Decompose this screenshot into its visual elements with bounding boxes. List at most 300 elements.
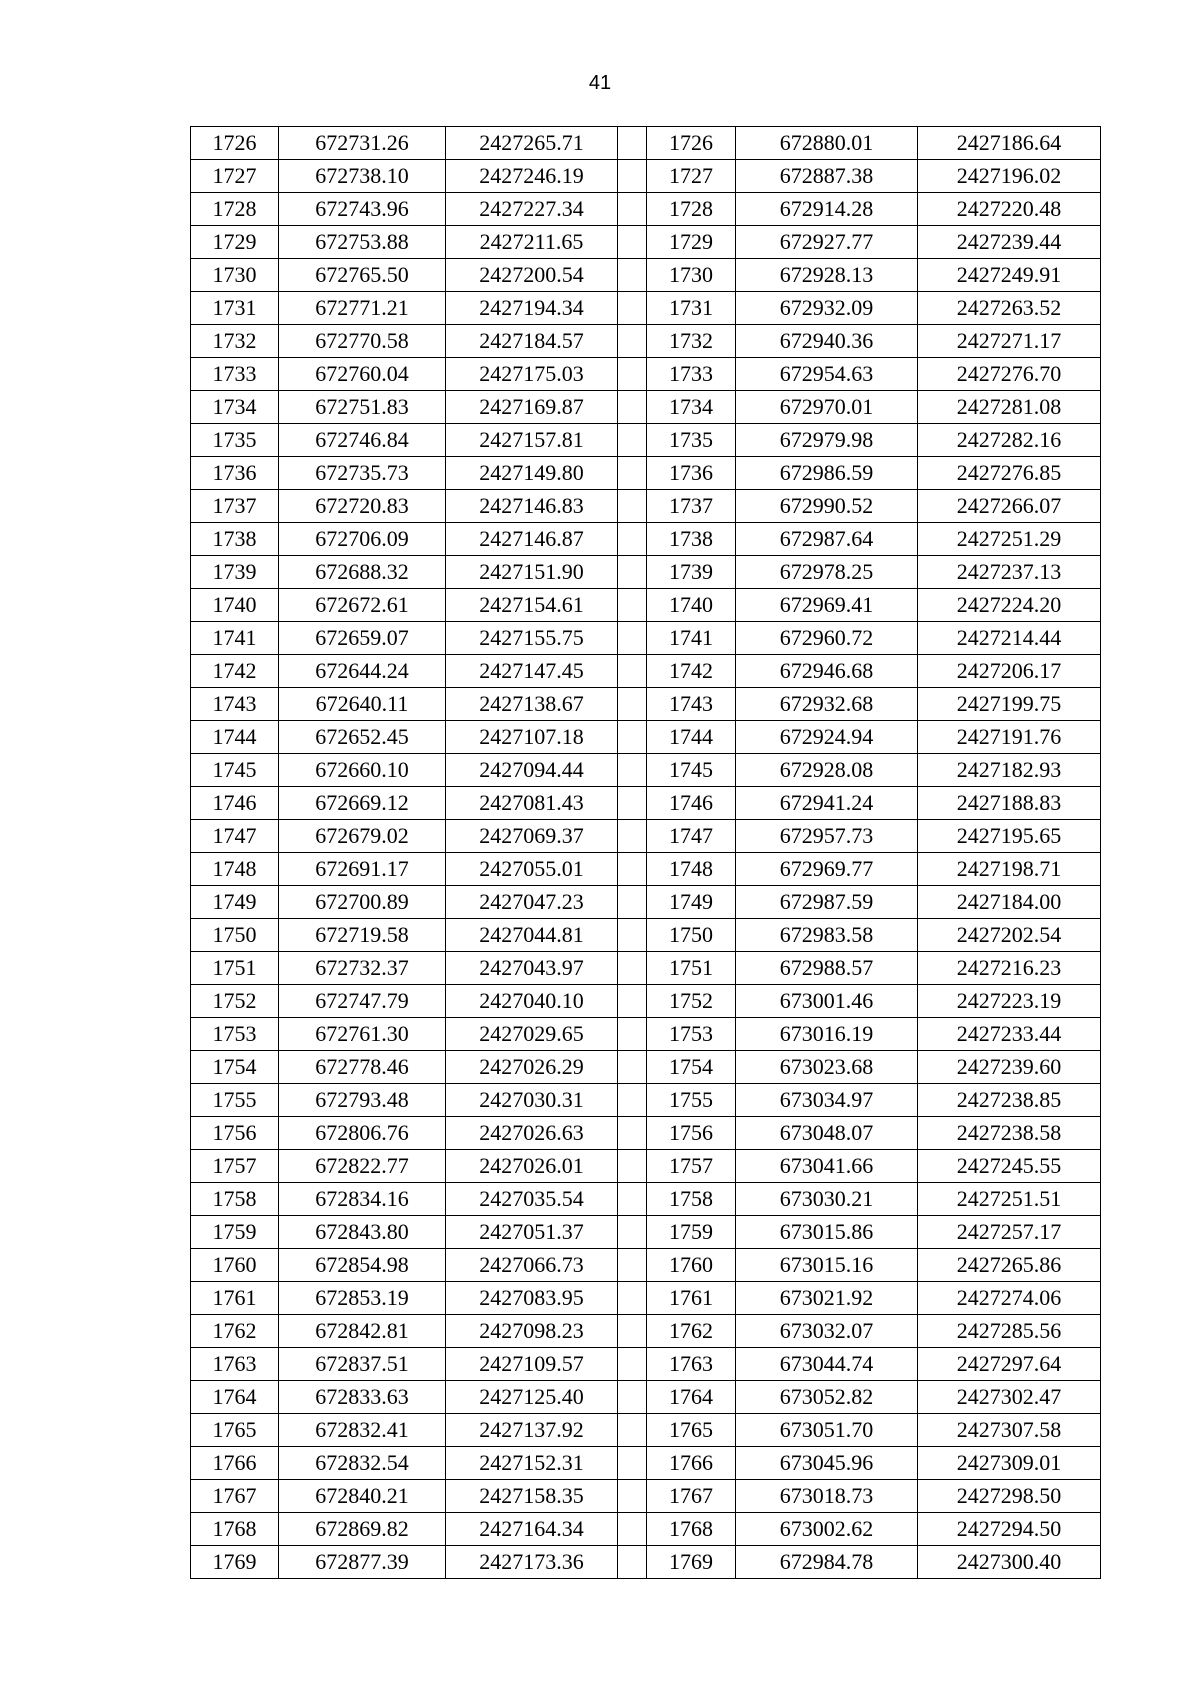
- table-row: [191, 325, 1101, 358]
- spacer-cell: [618, 853, 647, 886]
- x-coordinate-right-cell: 672988.57: [736, 952, 918, 985]
- point-id-right-cell: 1756: [647, 1117, 736, 1150]
- table-row: [191, 391, 1101, 424]
- y-coordinate-right-cell: 2427265.86: [918, 1249, 1101, 1282]
- point-id-left-cell: 1737: [191, 490, 279, 523]
- point-id-right-cell: 1740: [647, 589, 736, 622]
- x-coordinate-right-cell: 672987.59: [736, 886, 918, 919]
- y-coordinate-right-cell: 2427302.47: [918, 1381, 1101, 1414]
- x-coordinate-left-cell: 672732.37: [279, 952, 446, 985]
- x-coordinate-right-cell: 672970.01: [736, 391, 918, 424]
- point-id-left-cell: 1766: [191, 1447, 279, 1480]
- x-coordinate-right-cell: 672983.58: [736, 919, 918, 952]
- y-coordinate-right-cell: 2427249.91: [918, 259, 1101, 292]
- spacer-cell: [618, 886, 647, 919]
- table-row: [191, 1513, 1101, 1546]
- table-row: [191, 1150, 1101, 1183]
- table-row: [191, 556, 1101, 589]
- point-id-right-cell: 1754: [647, 1051, 736, 1084]
- spacer-cell: [618, 1414, 647, 1447]
- x-coordinate-right-cell: 673048.07: [736, 1117, 918, 1150]
- y-coordinate-right-cell: 2427271.17: [918, 325, 1101, 358]
- spacer-cell: [618, 1447, 647, 1480]
- y-coordinate-right-cell: 2427214.44: [918, 622, 1101, 655]
- table-row: [191, 1282, 1101, 1315]
- y-coordinate-right-cell: 2427186.64: [918, 127, 1101, 160]
- point-id-left-cell: 1764: [191, 1381, 279, 1414]
- x-coordinate-right-cell: 673034.97: [736, 1084, 918, 1117]
- x-coordinate-right-cell: 672940.36: [736, 325, 918, 358]
- x-coordinate-left-cell: 672669.12: [279, 787, 446, 820]
- y-coordinate-left-cell: 2427149.80: [446, 457, 618, 490]
- table-row: [191, 919, 1101, 952]
- point-id-left-cell: 1769: [191, 1546, 279, 1579]
- x-coordinate-left-cell: 672761.30: [279, 1018, 446, 1051]
- point-id-left-cell: 1758: [191, 1183, 279, 1216]
- spacer-cell: [618, 1546, 647, 1579]
- spacer-cell: [618, 259, 647, 292]
- spacer-cell: [618, 457, 647, 490]
- point-id-right-cell: 1753: [647, 1018, 736, 1051]
- y-coordinate-left-cell: 2427125.40: [446, 1381, 618, 1414]
- y-coordinate-right-cell: 2427233.44: [918, 1018, 1101, 1051]
- x-coordinate-right-cell: 673044.74: [736, 1348, 918, 1381]
- x-coordinate-right-cell: 673041.66: [736, 1150, 918, 1183]
- table-row: [191, 127, 1101, 160]
- point-id-right-cell: 1737: [647, 490, 736, 523]
- table-row: [191, 622, 1101, 655]
- spacer-cell: [618, 721, 647, 754]
- point-id-right-cell: 1757: [647, 1150, 736, 1183]
- spacer-cell: [618, 1150, 647, 1183]
- x-coordinate-left-cell: 672735.73: [279, 457, 446, 490]
- spacer-cell: [618, 358, 647, 391]
- table-row: [191, 358, 1101, 391]
- y-coordinate-left-cell: 2427152.31: [446, 1447, 618, 1480]
- table-row: [191, 853, 1101, 886]
- coordinates-table: [190, 126, 1101, 1579]
- x-coordinate-left-cell: 672833.63: [279, 1381, 446, 1414]
- x-coordinate-left-cell: 672644.24: [279, 655, 446, 688]
- x-coordinate-right-cell: 672932.68: [736, 688, 918, 721]
- table-row: [191, 721, 1101, 754]
- point-id-right-cell: 1749: [647, 886, 736, 919]
- x-coordinate-right-cell: 672887.38: [736, 160, 918, 193]
- x-coordinate-left-cell: 672688.32: [279, 556, 446, 589]
- y-coordinate-left-cell: 2427211.65: [446, 226, 618, 259]
- x-coordinate-left-cell: 672806.76: [279, 1117, 446, 1150]
- x-coordinate-right-cell: 672969.77: [736, 853, 918, 886]
- y-coordinate-right-cell: 2427276.85: [918, 457, 1101, 490]
- point-id-left-cell: 1729: [191, 226, 279, 259]
- y-coordinate-right-cell: 2427309.01: [918, 1447, 1101, 1480]
- x-coordinate-right-cell: 672914.28: [736, 193, 918, 226]
- point-id-right-cell: 1736: [647, 457, 736, 490]
- y-coordinate-right-cell: 2427281.08: [918, 391, 1101, 424]
- x-coordinate-right-cell: 672978.25: [736, 556, 918, 589]
- x-coordinate-right-cell: 672941.24: [736, 787, 918, 820]
- y-coordinate-left-cell: 2427200.54: [446, 259, 618, 292]
- y-coordinate-right-cell: 2427285.56: [918, 1315, 1101, 1348]
- y-coordinate-left-cell: 2427147.45: [446, 655, 618, 688]
- point-id-left-cell: 1759: [191, 1216, 279, 1249]
- spacer-cell: [618, 952, 647, 985]
- spacer-cell: [618, 1216, 647, 1249]
- y-coordinate-left-cell: 2427107.18: [446, 721, 618, 754]
- point-id-left-cell: 1730: [191, 259, 279, 292]
- x-coordinate-right-cell: 672990.52: [736, 490, 918, 523]
- x-coordinate-right-cell: 672979.98: [736, 424, 918, 457]
- y-coordinate-right-cell: 2427206.17: [918, 655, 1101, 688]
- point-id-right-cell: 1768: [647, 1513, 736, 1546]
- y-coordinate-left-cell: 2427158.35: [446, 1480, 618, 1513]
- y-coordinate-right-cell: 2427263.52: [918, 292, 1101, 325]
- point-id-right-cell: 1760: [647, 1249, 736, 1282]
- y-coordinate-left-cell: 2427029.65: [446, 1018, 618, 1051]
- x-coordinate-left-cell: 672853.19: [279, 1282, 446, 1315]
- x-coordinate-right-cell: 673015.16: [736, 1249, 918, 1282]
- y-coordinate-left-cell: 2427055.01: [446, 853, 618, 886]
- table-row: [191, 424, 1101, 457]
- spacer-cell: [618, 754, 647, 787]
- y-coordinate-right-cell: 2427220.48: [918, 193, 1101, 226]
- x-coordinate-left-cell: 672751.83: [279, 391, 446, 424]
- table-row: [191, 1216, 1101, 1249]
- spacer-cell: [618, 523, 647, 556]
- y-coordinate-left-cell: 2427069.37: [446, 820, 618, 853]
- point-id-right-cell: 1744: [647, 721, 736, 754]
- x-coordinate-right-cell: 673030.21: [736, 1183, 918, 1216]
- x-coordinate-right-cell: 673032.07: [736, 1315, 918, 1348]
- x-coordinate-right-cell: 673051.70: [736, 1414, 918, 1447]
- point-id-left-cell: 1731: [191, 292, 279, 325]
- point-id-left-cell: 1741: [191, 622, 279, 655]
- spacer-cell: [618, 688, 647, 721]
- coordinates-table-body: [191, 127, 1101, 1579]
- x-coordinate-right-cell: 672880.01: [736, 127, 918, 160]
- y-coordinate-left-cell: 2427175.03: [446, 358, 618, 391]
- spacer-cell: [618, 787, 647, 820]
- table-row: [191, 1183, 1101, 1216]
- x-coordinate-right-cell: 673052.82: [736, 1381, 918, 1414]
- table-row: [191, 886, 1101, 919]
- y-coordinate-right-cell: 2427251.51: [918, 1183, 1101, 1216]
- y-coordinate-left-cell: 2427040.10: [446, 985, 618, 1018]
- point-id-right-cell: 1750: [647, 919, 736, 952]
- point-id-left-cell: 1750: [191, 919, 279, 952]
- x-coordinate-left-cell: 672793.48: [279, 1084, 446, 1117]
- y-coordinate-left-cell: 2427138.67: [446, 688, 618, 721]
- spacer-cell: [618, 424, 647, 457]
- spacer-cell: [618, 391, 647, 424]
- x-coordinate-right-cell: 673015.86: [736, 1216, 918, 1249]
- table-row: [191, 1084, 1101, 1117]
- x-coordinate-left-cell: 672700.89: [279, 886, 446, 919]
- y-coordinate-left-cell: 2427109.57: [446, 1348, 618, 1381]
- y-coordinate-left-cell: 2427155.75: [446, 622, 618, 655]
- y-coordinate-right-cell: 2427198.71: [918, 853, 1101, 886]
- point-id-right-cell: 1747: [647, 820, 736, 853]
- spacer-cell: [618, 490, 647, 523]
- x-coordinate-left-cell: 672738.10: [279, 160, 446, 193]
- y-coordinate-left-cell: 2427030.31: [446, 1084, 618, 1117]
- x-coordinate-right-cell: 672932.09: [736, 292, 918, 325]
- point-id-right-cell: 1743: [647, 688, 736, 721]
- y-coordinate-right-cell: 2427282.16: [918, 424, 1101, 457]
- y-coordinate-left-cell: 2427227.34: [446, 193, 618, 226]
- table-row: [191, 1381, 1101, 1414]
- table-row: [191, 523, 1101, 556]
- y-coordinate-left-cell: 2427026.29: [446, 1051, 618, 1084]
- point-id-left-cell: 1756: [191, 1117, 279, 1150]
- point-id-right-cell: 1731: [647, 292, 736, 325]
- point-id-right-cell: 1745: [647, 754, 736, 787]
- spacer-cell: [618, 1018, 647, 1051]
- point-id-right-cell: 1758: [647, 1183, 736, 1216]
- table-row: [191, 754, 1101, 787]
- y-coordinate-left-cell: 2427047.23: [446, 886, 618, 919]
- point-id-left-cell: 1727: [191, 160, 279, 193]
- x-coordinate-right-cell: 672960.72: [736, 622, 918, 655]
- x-coordinate-left-cell: 672854.98: [279, 1249, 446, 1282]
- x-coordinate-left-cell: 672659.07: [279, 622, 446, 655]
- spacer-cell: [618, 622, 647, 655]
- point-id-right-cell: 1730: [647, 259, 736, 292]
- table-row: [191, 1414, 1101, 1447]
- table-row: [191, 820, 1101, 853]
- point-id-left-cell: 1760: [191, 1249, 279, 1282]
- x-coordinate-right-cell: 672928.13: [736, 259, 918, 292]
- point-id-left-cell: 1743: [191, 688, 279, 721]
- point-id-right-cell: 1752: [647, 985, 736, 1018]
- spacer-cell: [618, 589, 647, 622]
- x-coordinate-left-cell: 672672.61: [279, 589, 446, 622]
- y-coordinate-left-cell: 2427246.19: [446, 160, 618, 193]
- point-id-left-cell: 1749: [191, 886, 279, 919]
- y-coordinate-left-cell: 2427083.95: [446, 1282, 618, 1315]
- point-id-right-cell: 1733: [647, 358, 736, 391]
- x-coordinate-left-cell: 672840.21: [279, 1480, 446, 1513]
- x-coordinate-right-cell: 672928.08: [736, 754, 918, 787]
- point-id-right-cell: 1767: [647, 1480, 736, 1513]
- x-coordinate-right-cell: 672986.59: [736, 457, 918, 490]
- y-coordinate-right-cell: 2427184.00: [918, 886, 1101, 919]
- y-coordinate-right-cell: 2427216.23: [918, 952, 1101, 985]
- x-coordinate-left-cell: 672731.26: [279, 127, 446, 160]
- x-coordinate-left-cell: 672770.58: [279, 325, 446, 358]
- spacer-cell: [618, 1513, 647, 1546]
- y-coordinate-right-cell: 2427251.29: [918, 523, 1101, 556]
- y-coordinate-right-cell: 2427307.58: [918, 1414, 1101, 1447]
- point-id-right-cell: 1765: [647, 1414, 736, 1447]
- spacer-cell: [618, 1480, 647, 1513]
- point-id-left-cell: 1765: [191, 1414, 279, 1447]
- y-coordinate-right-cell: 2427188.83: [918, 787, 1101, 820]
- spacer-cell: [618, 556, 647, 589]
- point-id-left-cell: 1747: [191, 820, 279, 853]
- spacer-cell: [618, 1315, 647, 1348]
- y-coordinate-left-cell: 2427169.87: [446, 391, 618, 424]
- table-row: [191, 952, 1101, 985]
- point-id-left-cell: 1735: [191, 424, 279, 457]
- point-id-left-cell: 1748: [191, 853, 279, 886]
- spacer-cell: [618, 1348, 647, 1381]
- x-coordinate-left-cell: 672706.09: [279, 523, 446, 556]
- spacer-cell: [618, 1381, 647, 1414]
- point-id-right-cell: 1762: [647, 1315, 736, 1348]
- table-row: [191, 457, 1101, 490]
- x-coordinate-left-cell: 672760.04: [279, 358, 446, 391]
- point-id-right-cell: 1755: [647, 1084, 736, 1117]
- table-row: [191, 193, 1101, 226]
- x-coordinate-left-cell: 672765.50: [279, 259, 446, 292]
- y-coordinate-left-cell: 2427026.01: [446, 1150, 618, 1183]
- y-coordinate-left-cell: 2427035.54: [446, 1183, 618, 1216]
- y-coordinate-left-cell: 2427184.57: [446, 325, 618, 358]
- spacer-cell: [618, 1051, 647, 1084]
- point-id-left-cell: 1726: [191, 127, 279, 160]
- point-id-right-cell: 1764: [647, 1381, 736, 1414]
- table-row: [191, 985, 1101, 1018]
- y-coordinate-right-cell: 2427195.65: [918, 820, 1101, 853]
- point-id-right-cell: 1728: [647, 193, 736, 226]
- y-coordinate-left-cell: 2427265.71: [446, 127, 618, 160]
- point-id-left-cell: 1739: [191, 556, 279, 589]
- x-coordinate-left-cell: 672778.46: [279, 1051, 446, 1084]
- x-coordinate-left-cell: 672743.96: [279, 193, 446, 226]
- table-row: [191, 1315, 1101, 1348]
- point-id-right-cell: 1761: [647, 1282, 736, 1315]
- point-id-left-cell: 1768: [191, 1513, 279, 1546]
- y-coordinate-left-cell: 2427043.97: [446, 952, 618, 985]
- point-id-right-cell: 1763: [647, 1348, 736, 1381]
- table-row: [191, 292, 1101, 325]
- x-coordinate-left-cell: 672660.10: [279, 754, 446, 787]
- y-coordinate-right-cell: 2427196.02: [918, 160, 1101, 193]
- y-coordinate-left-cell: 2427044.81: [446, 919, 618, 952]
- point-id-left-cell: 1736: [191, 457, 279, 490]
- y-coordinate-right-cell: 2427237.13: [918, 556, 1101, 589]
- point-id-right-cell: 1732: [647, 325, 736, 358]
- x-coordinate-left-cell: 672691.17: [279, 853, 446, 886]
- x-coordinate-left-cell: 672753.88: [279, 226, 446, 259]
- y-coordinate-right-cell: 2427274.06: [918, 1282, 1101, 1315]
- spacer-cell: [618, 1117, 647, 1150]
- y-coordinate-right-cell: 2427297.64: [918, 1348, 1101, 1381]
- spacer-cell: [618, 193, 647, 226]
- x-coordinate-left-cell: 672877.39: [279, 1546, 446, 1579]
- y-coordinate-left-cell: 2427026.63: [446, 1117, 618, 1150]
- table-row: [191, 1480, 1101, 1513]
- y-coordinate-right-cell: 2427257.17: [918, 1216, 1101, 1249]
- x-coordinate-left-cell: 672843.80: [279, 1216, 446, 1249]
- point-id-left-cell: 1761: [191, 1282, 279, 1315]
- point-id-left-cell: 1733: [191, 358, 279, 391]
- table-row: [191, 1051, 1101, 1084]
- table-row: [191, 1348, 1101, 1381]
- spacer-cell: [618, 160, 647, 193]
- point-id-right-cell: 1746: [647, 787, 736, 820]
- x-coordinate-left-cell: 672834.16: [279, 1183, 446, 1216]
- x-coordinate-right-cell: 673021.92: [736, 1282, 918, 1315]
- point-id-right-cell: 1738: [647, 523, 736, 556]
- point-id-right-cell: 1769: [647, 1546, 736, 1579]
- y-coordinate-left-cell: 2427066.73: [446, 1249, 618, 1282]
- table-row: [191, 160, 1101, 193]
- y-coordinate-right-cell: 2427298.50: [918, 1480, 1101, 1513]
- x-coordinate-right-cell: 672927.77: [736, 226, 918, 259]
- point-id-right-cell: 1759: [647, 1216, 736, 1249]
- point-id-left-cell: 1753: [191, 1018, 279, 1051]
- x-coordinate-left-cell: 672832.41: [279, 1414, 446, 1447]
- spacer-cell: [618, 226, 647, 259]
- x-coordinate-left-cell: 672747.79: [279, 985, 446, 1018]
- x-coordinate-left-cell: 672822.77: [279, 1150, 446, 1183]
- y-coordinate-right-cell: 2427239.44: [918, 226, 1101, 259]
- x-coordinate-right-cell: 672946.68: [736, 655, 918, 688]
- spacer-cell: [618, 985, 647, 1018]
- y-coordinate-left-cell: 2427137.92: [446, 1414, 618, 1447]
- point-id-left-cell: 1763: [191, 1348, 279, 1381]
- point-id-right-cell: 1742: [647, 655, 736, 688]
- x-coordinate-right-cell: 672924.94: [736, 721, 918, 754]
- point-id-right-cell: 1751: [647, 952, 736, 985]
- point-id-right-cell: 1741: [647, 622, 736, 655]
- page-number: 41: [588, 72, 612, 94]
- x-coordinate-right-cell: 672984.78: [736, 1546, 918, 1579]
- table-row: [191, 490, 1101, 523]
- x-coordinate-right-cell: 672954.63: [736, 358, 918, 391]
- x-coordinate-right-cell: 673023.68: [736, 1051, 918, 1084]
- y-coordinate-right-cell: 2427224.20: [918, 589, 1101, 622]
- point-id-left-cell: 1738: [191, 523, 279, 556]
- y-coordinate-left-cell: 2427081.43: [446, 787, 618, 820]
- point-id-left-cell: 1742: [191, 655, 279, 688]
- point-id-right-cell: 1748: [647, 853, 736, 886]
- table-row: [191, 259, 1101, 292]
- spacer-cell: [618, 127, 647, 160]
- spacer-cell: [618, 325, 647, 358]
- point-id-left-cell: 1732: [191, 325, 279, 358]
- y-coordinate-right-cell: 2427238.58: [918, 1117, 1101, 1150]
- point-id-left-cell: 1740: [191, 589, 279, 622]
- table-row: [191, 226, 1101, 259]
- x-coordinate-left-cell: 672837.51: [279, 1348, 446, 1381]
- y-coordinate-right-cell: 2427239.60: [918, 1051, 1101, 1084]
- table-row: [191, 1117, 1101, 1150]
- table-row: [191, 1018, 1101, 1051]
- y-coordinate-right-cell: 2427245.55: [918, 1150, 1101, 1183]
- point-id-right-cell: 1729: [647, 226, 736, 259]
- x-coordinate-right-cell: 673016.19: [736, 1018, 918, 1051]
- point-id-left-cell: 1746: [191, 787, 279, 820]
- spacer-cell: [618, 1282, 647, 1315]
- x-coordinate-right-cell: 672957.73: [736, 820, 918, 853]
- point-id-left-cell: 1734: [191, 391, 279, 424]
- y-coordinate-left-cell: 2427094.44: [446, 754, 618, 787]
- point-id-left-cell: 1755: [191, 1084, 279, 1117]
- y-coordinate-right-cell: 2427238.85: [918, 1084, 1101, 1117]
- y-coordinate-right-cell: 2427199.75: [918, 688, 1101, 721]
- spacer-cell: [618, 1183, 647, 1216]
- x-coordinate-right-cell: 673018.73: [736, 1480, 918, 1513]
- table-row: [191, 1249, 1101, 1282]
- point-id-left-cell: 1762: [191, 1315, 279, 1348]
- point-id-left-cell: 1767: [191, 1480, 279, 1513]
- spacer-cell: [618, 820, 647, 853]
- table-row: [191, 655, 1101, 688]
- y-coordinate-right-cell: 2427300.40: [918, 1546, 1101, 1579]
